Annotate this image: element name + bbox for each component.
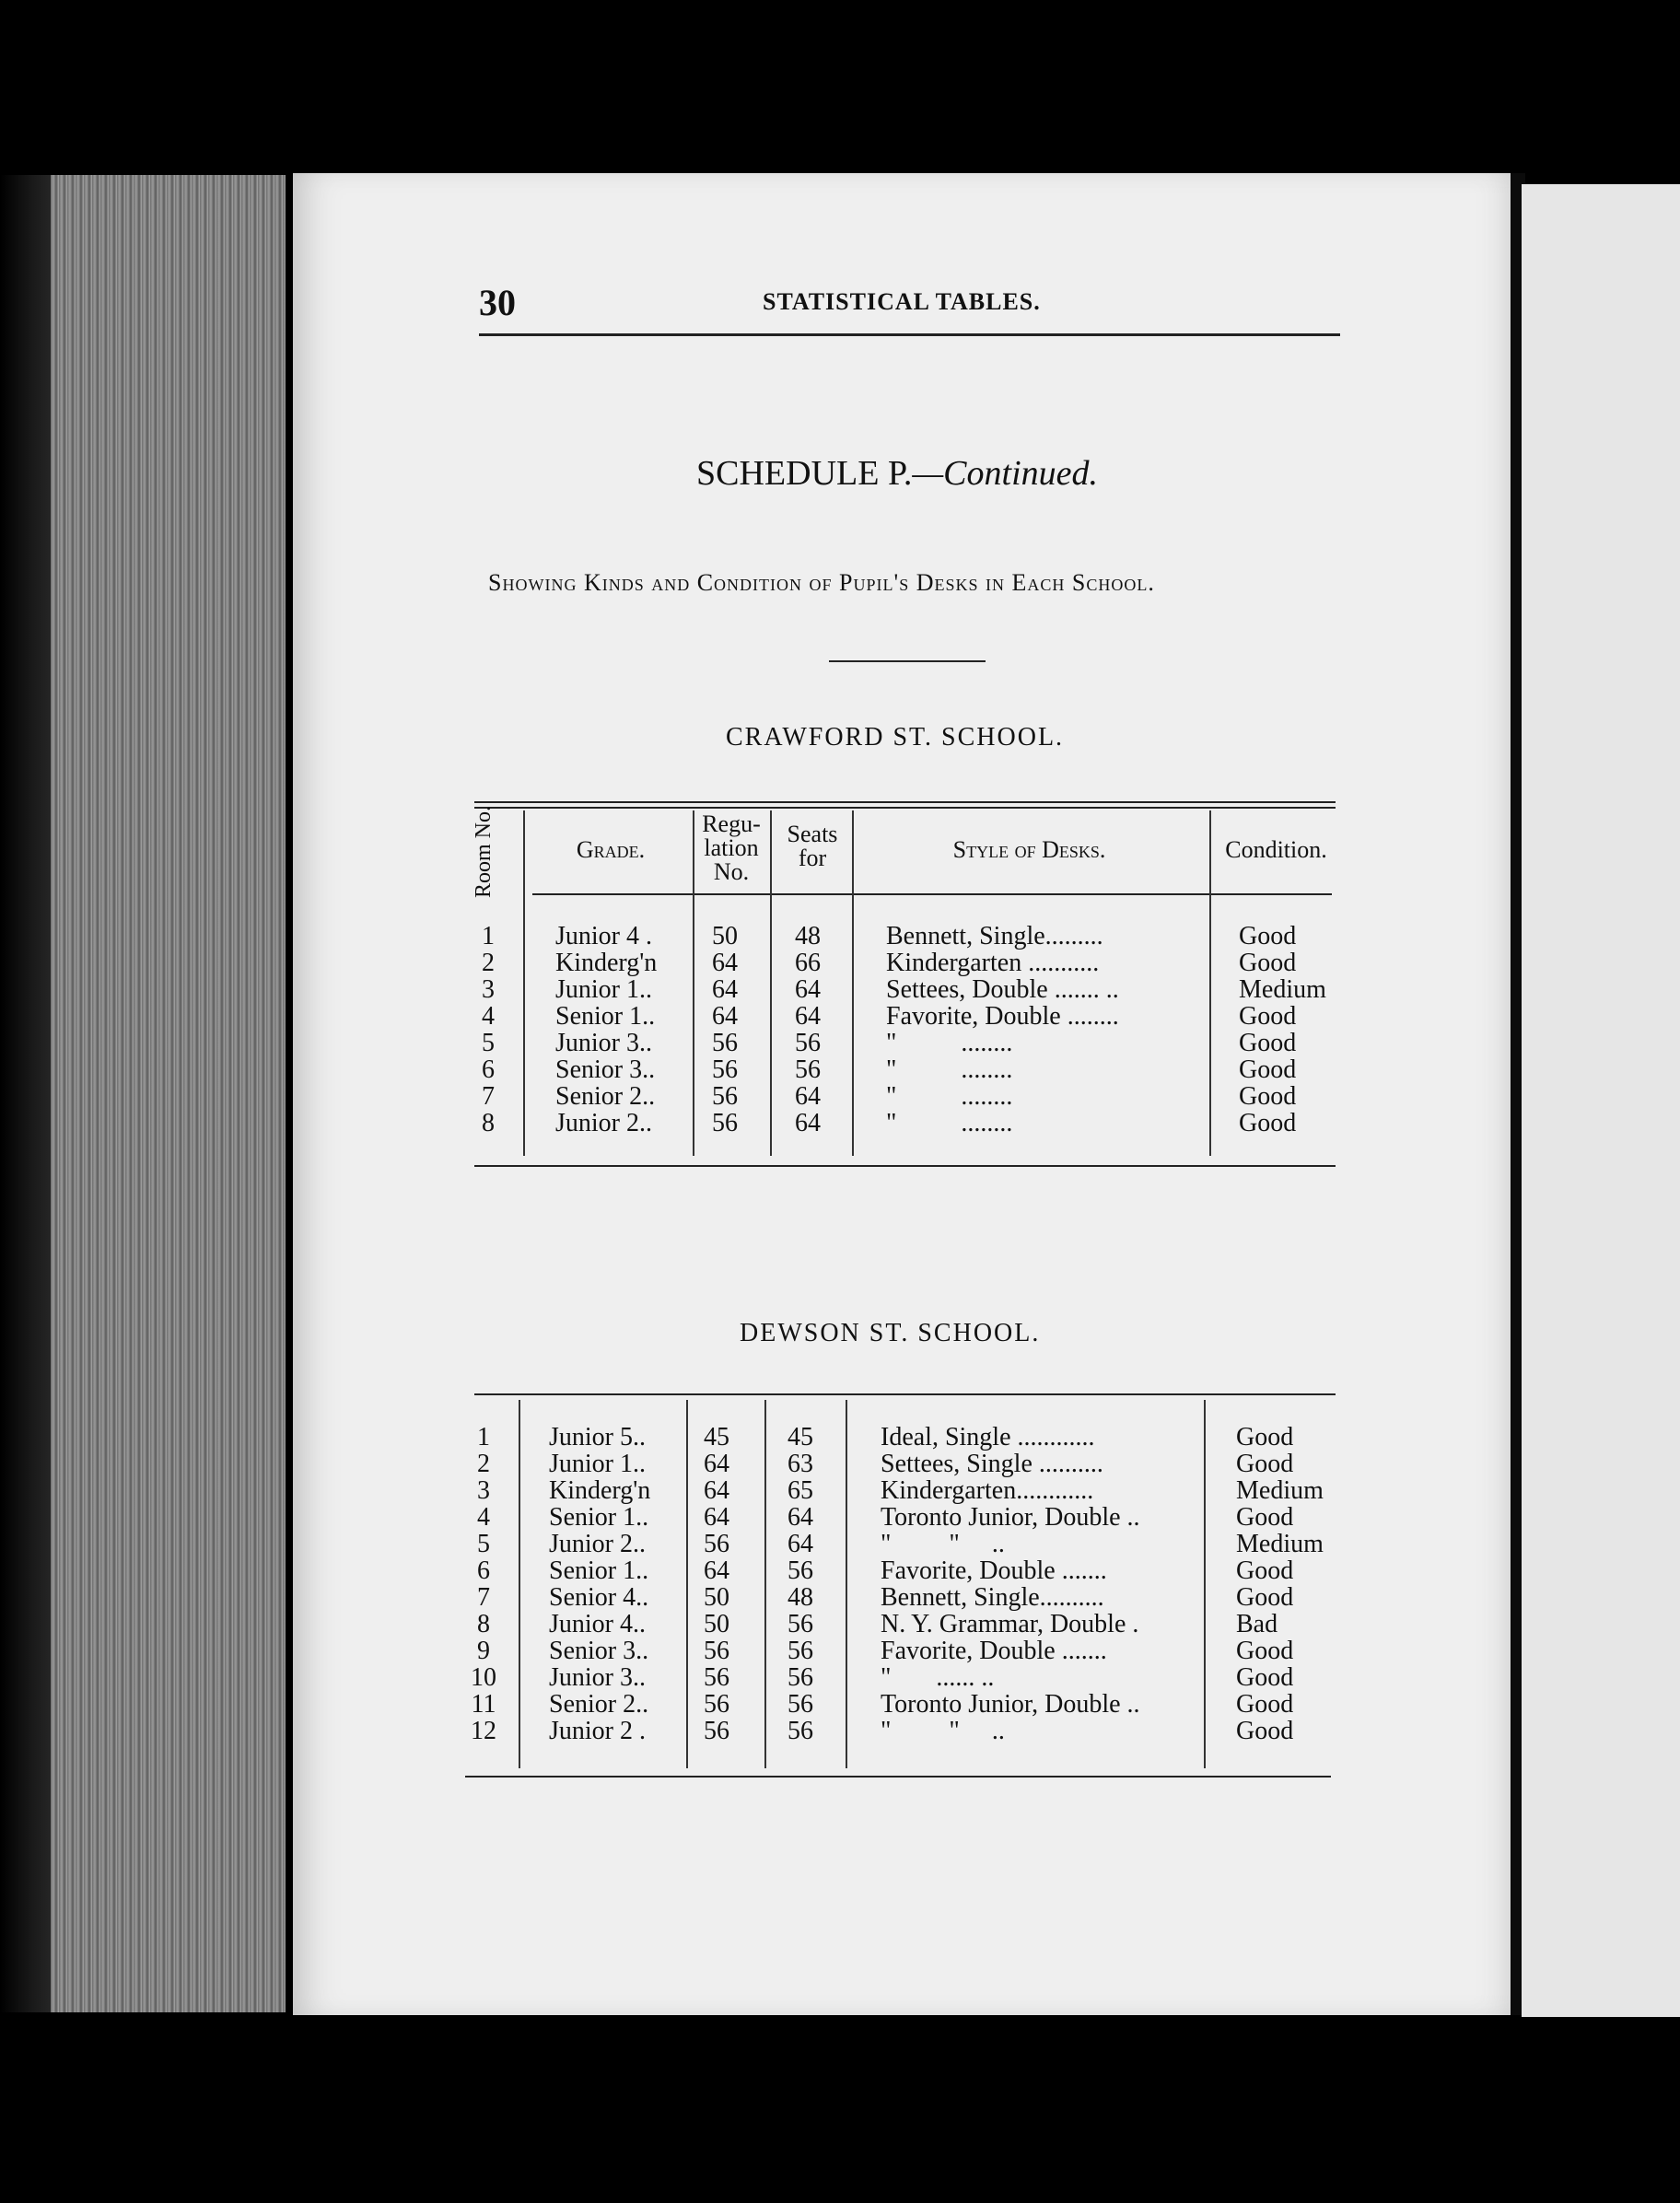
grade-cell: Senior 1..: [555, 1002, 656, 1031]
table-row: [474, 923, 1336, 950]
header-rule: [479, 333, 1340, 336]
room-cell: 2: [477, 1450, 490, 1478]
crawford-header-underline: [532, 893, 1332, 895]
regulation-cell: 64: [704, 1450, 729, 1478]
condition-cell: Good: [1239, 1055, 1297, 1084]
crawford-table: [474, 923, 1336, 1136]
style-cell: N. Y. Grammar, Double .: [881, 1610, 1139, 1638]
running-title: STATISTICAL TABLES.: [763, 288, 1041, 315]
condition-cell: Good: [1236, 1423, 1294, 1451]
regulation-cell: 64: [712, 949, 738, 977]
seats-cell: 64: [795, 1002, 821, 1031]
crawford-bottom-rule: [474, 1165, 1336, 1167]
condition-cell: Good: [1236, 1503, 1294, 1532]
crawford-top-rule-2: [474, 807, 1336, 809]
seats-cell: 64: [788, 1530, 813, 1558]
regulation-cell: 56: [704, 1690, 729, 1719]
regulation-cell: 56: [712, 1029, 738, 1057]
style-cell: " " ..: [881, 1530, 1005, 1558]
grade-cell: Senior 1..: [549, 1556, 649, 1585]
grade-cell: Junior 3..: [555, 1029, 652, 1057]
crawford-top-rule: [474, 801, 1336, 803]
regulation-cell: 56: [712, 1082, 738, 1111]
col-header-regulation-2: lation: [704, 834, 759, 861]
style-cell: " ........: [886, 1082, 1013, 1111]
seats-cell: 56: [788, 1556, 813, 1585]
condition-cell: Good: [1239, 1029, 1297, 1057]
room-cell: 7: [482, 1082, 495, 1111]
room-cell: 8: [477, 1610, 490, 1638]
condition-cell: Good: [1239, 1082, 1297, 1111]
grade-cell: Junior 1..: [555, 975, 652, 1004]
seats-cell: 56: [788, 1610, 813, 1638]
seats-cell: 64: [795, 975, 821, 1004]
grade-cell: Junior 2..: [555, 1109, 652, 1137]
grade-cell: Senior 2..: [549, 1690, 649, 1719]
col-header-grade: [560, 838, 661, 862]
table-row: [474, 1083, 1336, 1110]
regulation-cell: 50: [712, 922, 738, 950]
seats-cell: 56: [788, 1663, 813, 1692]
col-header-condition: [1214, 838, 1338, 862]
grade-cell: Senior 3..: [555, 1055, 656, 1084]
col-header-regulation-1: Regu-: [702, 810, 761, 837]
seats-cell: 56: [795, 1029, 821, 1057]
condition-cell: Medium: [1236, 1476, 1324, 1505]
dewson-table: [470, 1424, 1331, 1746]
room-cell: 8: [482, 1109, 495, 1137]
regulation-cell: 45: [704, 1423, 729, 1451]
table-row: [474, 1056, 1336, 1083]
room-cell: 1: [477, 1423, 490, 1451]
style-cell: " ........: [886, 1109, 1013, 1137]
style-cell: Settees, Single ..........: [881, 1450, 1103, 1478]
col-header-grade-text: Grade.: [576, 836, 646, 863]
table-row: [474, 1030, 1336, 1056]
room-cell: 3: [482, 975, 495, 1004]
grade-cell: Kinderg'n: [555, 949, 658, 977]
style-cell: Toronto Junior, Double ..: [881, 1690, 1140, 1719]
regulation-cell: 64: [704, 1503, 729, 1532]
dewson-school-title: DEWSON ST. SCHOOL.: [740, 1319, 1041, 1347]
seats-cell: 66: [795, 949, 821, 977]
crawford-school-title: CRAWFORD ST. SCHOOL.: [726, 723, 1065, 752]
regulation-cell: 56: [704, 1663, 729, 1692]
seats-cell: 65: [788, 1476, 813, 1505]
grade-cell: Senior 1..: [549, 1503, 649, 1532]
room-cell: 12: [471, 1717, 496, 1745]
table-row: [470, 1611, 1331, 1638]
regulation-cell: 56: [712, 1055, 738, 1084]
condition-cell: Good: [1236, 1690, 1294, 1719]
condition-cell: Good: [1236, 1556, 1294, 1585]
style-cell: Kindergarten............: [881, 1476, 1094, 1505]
schedule-subtitle: Showing Kinds and Condition of Pupil's Desks in Each School.: [488, 569, 1155, 596]
page-number: 30: [479, 282, 516, 323]
col-header-regulation: [693, 812, 770, 884]
condition-cell: Bad: [1236, 1610, 1278, 1638]
regulation-cell: 56: [704, 1717, 729, 1745]
table-row: [470, 1638, 1331, 1664]
seats-cell: 64: [788, 1503, 813, 1532]
grade-cell: Junior 5..: [549, 1423, 646, 1451]
facing-page: [1522, 184, 1680, 2017]
grade-cell: Kinderg'n: [549, 1476, 651, 1505]
style-cell: Favorite, Double .......: [881, 1556, 1107, 1585]
style-cell: Toronto Junior, Double ..: [881, 1503, 1140, 1532]
regulation-cell: 64: [704, 1476, 729, 1505]
condition-cell: Good: [1236, 1450, 1294, 1478]
grade-cell: Junior 2 .: [549, 1717, 646, 1745]
style-cell: Bennett, Single.........: [886, 922, 1103, 950]
table-row: [474, 1110, 1336, 1136]
condition-cell: Good: [1236, 1717, 1294, 1745]
regulation-cell: 56: [704, 1637, 729, 1665]
seats-cell: 48: [788, 1583, 813, 1612]
col-header-seats-2: for: [798, 845, 827, 871]
seats-cell: 56: [788, 1637, 813, 1665]
grade-cell: Junior 3..: [549, 1663, 646, 1692]
dewson-top-rule: [474, 1393, 1336, 1395]
style-cell: Settees, Double ....... ..: [886, 975, 1119, 1004]
room-cell: 11: [471, 1690, 496, 1719]
condition-cell: Medium: [1236, 1530, 1324, 1558]
condition-cell: Good: [1239, 1109, 1297, 1137]
condition-cell: Medium: [1239, 975, 1326, 1004]
seats-cell: 56: [788, 1690, 813, 1719]
condition-cell: Good: [1236, 1663, 1294, 1692]
room-cell: 4: [477, 1503, 490, 1532]
condition-cell: Good: [1236, 1583, 1294, 1612]
room-cell: 10: [471, 1663, 496, 1692]
room-cell: 7: [477, 1583, 490, 1612]
table-row: [470, 1504, 1331, 1531]
dewson-bottom-rule: [465, 1776, 1331, 1778]
grade-cell: Senior 3..: [549, 1637, 649, 1665]
grade-cell: Junior 4..: [549, 1610, 646, 1638]
regulation-cell: 64: [712, 1002, 738, 1031]
grade-cell: Junior 1..: [549, 1450, 646, 1478]
regulation-cell: 56: [712, 1109, 738, 1137]
col-header-style-text: Style of Desks.: [952, 836, 1106, 863]
col-header-regulation-3: No.: [713, 858, 750, 885]
seats-cell: 45: [788, 1423, 813, 1451]
col-header-seats-1: Seats: [787, 821, 838, 847]
page-edges: [51, 175, 286, 2012]
room-cell: 3: [477, 1476, 490, 1505]
table-row: [470, 1477, 1331, 1504]
table-row: [470, 1584, 1331, 1611]
room-cell: 5: [482, 1029, 495, 1057]
grade-cell: Junior 2..: [549, 1530, 646, 1558]
schedule-title: [696, 453, 1098, 494]
table-row: [470, 1664, 1331, 1691]
room-cell: 9: [477, 1637, 490, 1665]
col-header-condition-text: Condition.: [1225, 836, 1327, 863]
seats-cell: 56: [795, 1055, 821, 1084]
room-cell: 2: [482, 949, 495, 977]
regulation-cell: 64: [704, 1556, 729, 1585]
seats-cell: 64: [795, 1082, 821, 1111]
style-cell: Favorite, Double .......: [881, 1637, 1107, 1665]
style-cell: " ........: [886, 1029, 1013, 1057]
col-header-room: Room No.: [472, 805, 496, 898]
style-cell: " " ..: [881, 1717, 1005, 1745]
condition-cell: Good: [1239, 949, 1297, 977]
room-cell: 1: [482, 922, 495, 950]
style-cell: Bennett, Single..........: [881, 1583, 1104, 1612]
grade-cell: Senior 4..: [549, 1583, 649, 1612]
room-cell: 4: [482, 1002, 495, 1031]
style-cell: Favorite, Double ........: [886, 1002, 1119, 1031]
table-row: [470, 1424, 1331, 1451]
table-row: [474, 976, 1336, 1003]
table-row: [470, 1718, 1331, 1744]
style-cell: " ...... ..: [881, 1663, 995, 1692]
room-cell: 6: [482, 1055, 495, 1084]
condition-cell: Good: [1236, 1637, 1294, 1665]
room-cell: 6: [477, 1556, 490, 1585]
table-row: [470, 1557, 1331, 1584]
col-header-seats: [776, 822, 849, 870]
style-cell: " ........: [886, 1055, 1013, 1084]
grade-cell: Senior 2..: [555, 1082, 656, 1111]
schedule-title-main: SCHEDULE P.: [696, 454, 913, 493]
table-row: [470, 1531, 1331, 1557]
style-cell: Kindergarten ...........: [886, 949, 1100, 977]
regulation-cell: 50: [704, 1610, 729, 1638]
regulation-cell: 50: [704, 1583, 729, 1612]
schedule-title-suffix: —Continued.: [912, 454, 1098, 493]
seats-cell: 63: [788, 1450, 813, 1478]
short-divider: [829, 660, 986, 662]
table-row: [470, 1451, 1331, 1477]
table-row: [470, 1691, 1331, 1718]
seats-cell: 56: [788, 1717, 813, 1745]
condition-cell: Good: [1239, 922, 1297, 950]
table-row: [474, 950, 1336, 976]
regulation-cell: 64: [712, 975, 738, 1004]
room-cell: 5: [477, 1530, 490, 1558]
table-row: [474, 1003, 1336, 1030]
seats-cell: 64: [795, 1109, 821, 1137]
condition-cell: Good: [1239, 1002, 1297, 1031]
regulation-cell: 56: [704, 1530, 729, 1558]
col-header-style: [861, 838, 1197, 862]
grade-cell: Junior 4 .: [555, 922, 652, 950]
style-cell: Ideal, Single ............: [881, 1423, 1095, 1451]
seats-cell: 48: [795, 922, 821, 950]
